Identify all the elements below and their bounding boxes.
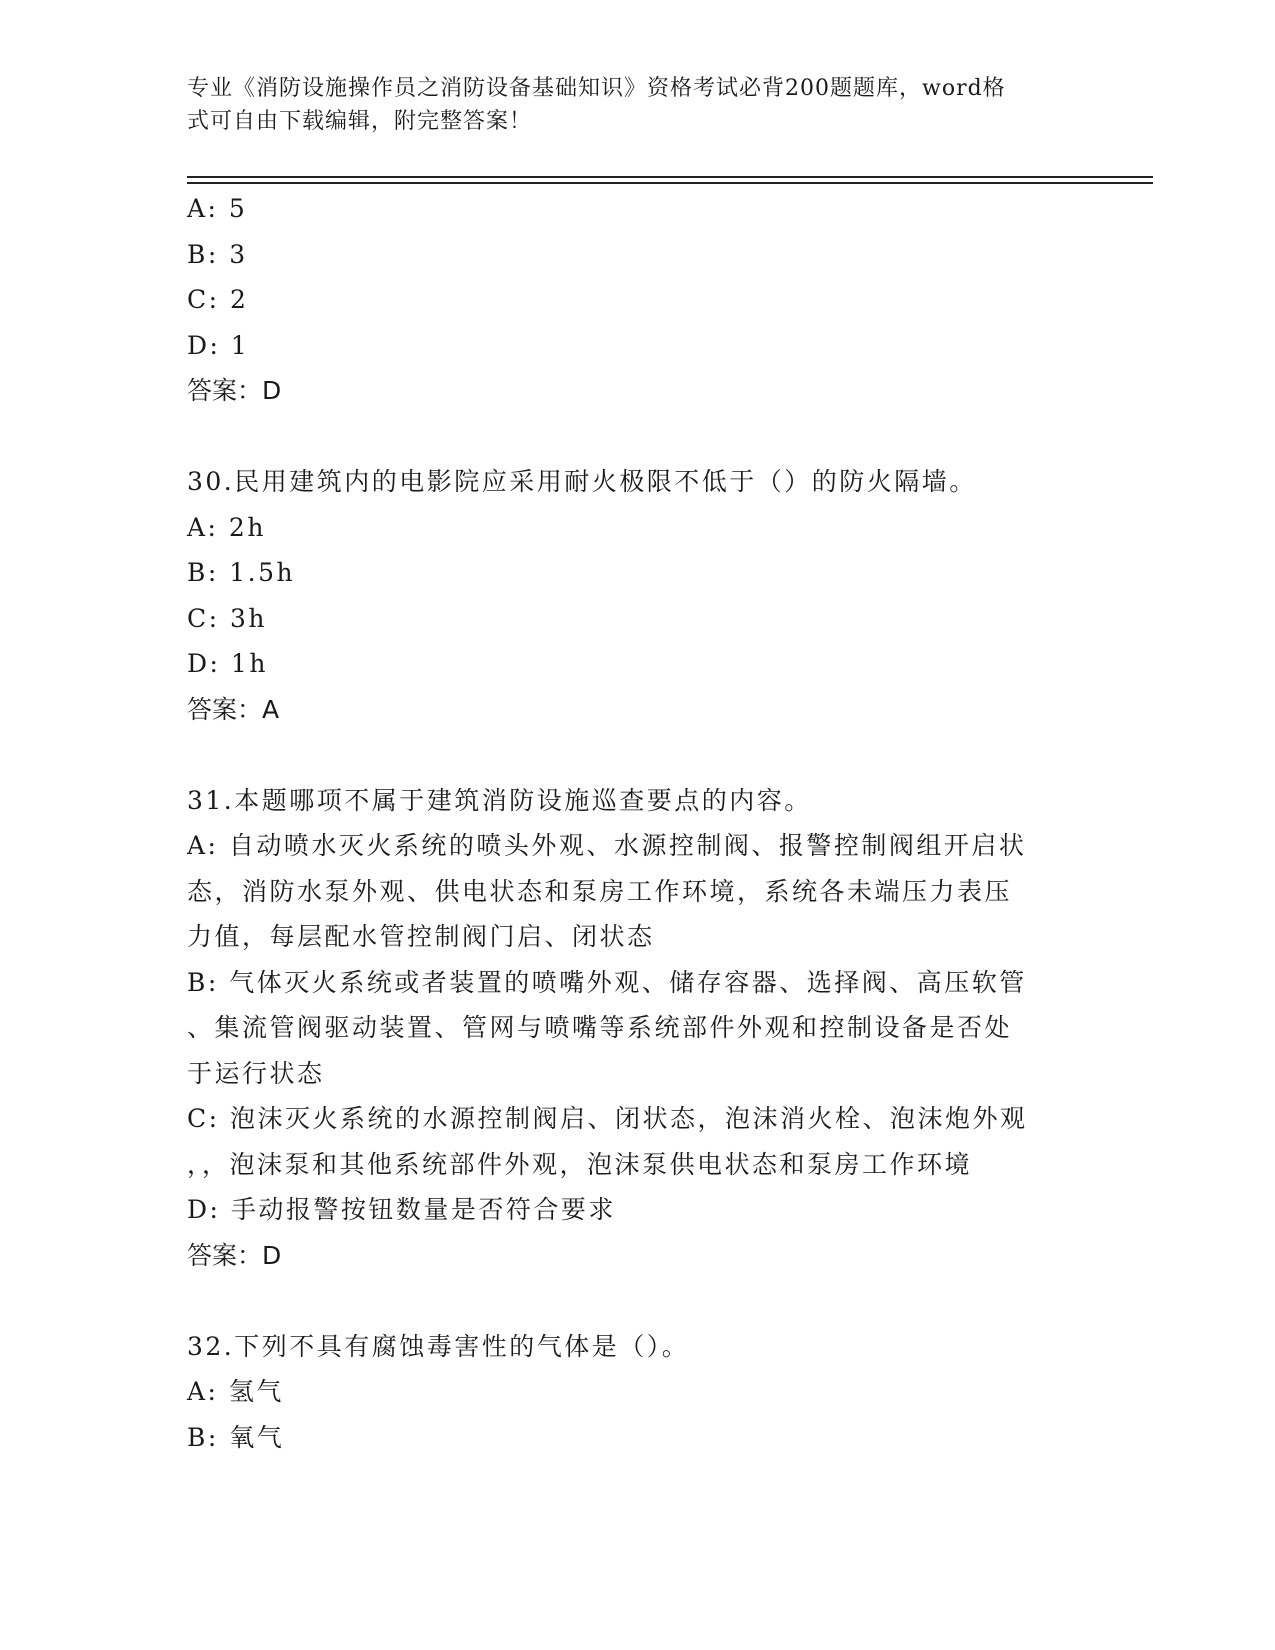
header-rule-bottom xyxy=(187,182,1153,184)
header-rule-top xyxy=(187,176,1153,178)
question-30 xyxy=(187,459,1067,732)
option-b-line: 于运行状态 xyxy=(187,1058,325,1088)
option-b xyxy=(187,960,1067,1097)
option-c: C: 3h xyxy=(187,603,268,633)
question-29 xyxy=(187,186,1067,414)
option-c-line: ，，泡沫泵和其他系统部件外观，泡沫泵供电状态和泵房工作环境 xyxy=(187,1149,973,1179)
header-line-1: 专业《消防设施操作员之消防设备基础知识》资格考试必背200题题库，word格 xyxy=(187,76,1006,101)
answer: 答案：D xyxy=(187,1240,282,1270)
option-a xyxy=(187,823,1067,960)
answer: 答案：A xyxy=(187,694,280,724)
option-b-line: 、集流管阀驱动装置、管网与喷嘴等系统部件外观和控制设备是否处 xyxy=(187,1013,1013,1042)
option-d: D: 手动报警按钮数量是否符合要求 xyxy=(187,1195,616,1224)
question-text: 32.下列不具有腐蚀毒害性的气体是（）。 xyxy=(187,1331,690,1361)
option-c xyxy=(187,1096,1067,1187)
header-line-2: 式可自由下载编辑，附完整答案！ xyxy=(187,109,533,134)
option-b: B: 1.5h xyxy=(187,558,296,587)
option-a-line: 态，消防水泵外观、供电状态和泵房工作环境，系统各未端压力表压 xyxy=(187,876,1013,906)
option-b-line: B: 气体灭火系统或者装置的喷嘴外观、储存容器、选择阀、高压软管 xyxy=(187,967,1027,997)
option-b: B: 3 xyxy=(187,239,248,269)
option-a: A: 5 xyxy=(187,194,248,223)
document-header xyxy=(187,72,1057,138)
question-text: 31.本题哪项不属于建筑消防设施巡查要点的内容。 xyxy=(187,785,812,815)
question-32 xyxy=(187,1324,1067,1461)
option-d: D: 1 xyxy=(187,330,250,360)
option-c: C: 2 xyxy=(187,285,249,314)
option-a: A: 氢气 xyxy=(187,1377,284,1406)
answer: 答案：D xyxy=(187,376,282,405)
option-a: A: 2h xyxy=(187,512,266,542)
document-body xyxy=(187,186,1067,1460)
option-a-line: A: 自动喷水灭火系统的喷头外观、水源控制阀、报警控制阀组开启状 xyxy=(187,831,1027,860)
question-31 xyxy=(187,778,1067,1279)
option-d: D: 1h xyxy=(187,649,268,678)
question-text: 30.民用建筑内的电影院应采用耐火极限不低于（）的防火隔墙。 xyxy=(187,467,977,496)
option-b: B: 氧气 xyxy=(187,1422,285,1452)
option-a-line: 力值，每层配水管控制阀门启、闭状态 xyxy=(187,922,655,951)
option-c-line: C: 泡沫灭火系统的水源控制阀启、闭状态，泡沫消火栓、泡沫炮外观 xyxy=(187,1104,1028,1133)
